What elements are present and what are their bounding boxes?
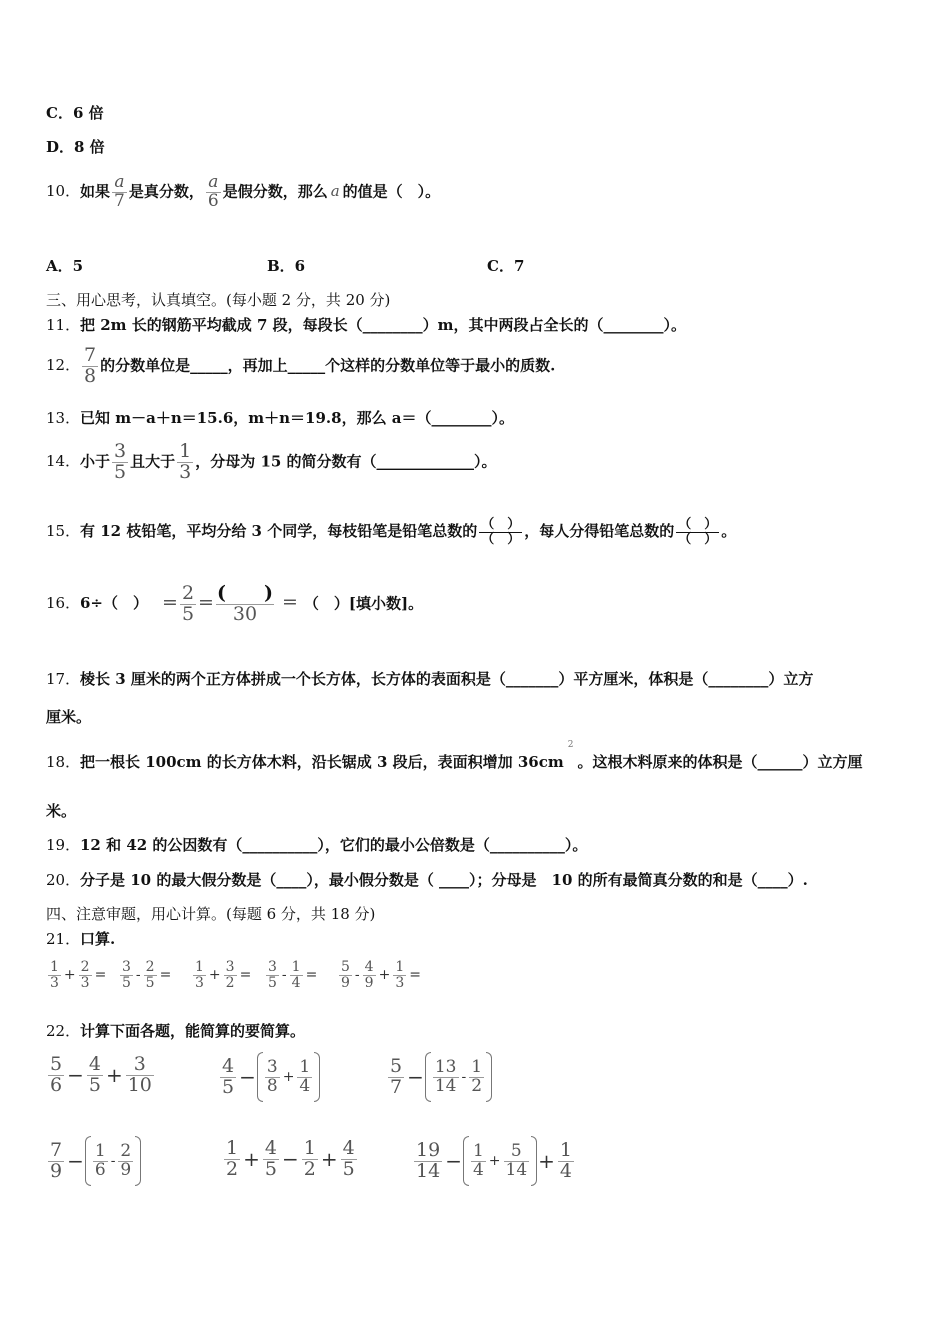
fraction: [263, 1139, 279, 1180]
text: （ ）: [678, 531, 718, 547]
text: 14: [416, 1159, 441, 1182]
fraction: [193, 960, 206, 990]
fraction: [339, 960, 352, 990]
text: -: [461, 1069, 467, 1085]
text: 5: [264, 1157, 277, 1180]
text: （ ）: [481, 531, 521, 547]
text: （ ）: [481, 517, 521, 532]
text: 19: [416, 1138, 441, 1161]
text: −: [445, 1149, 462, 1173]
text: 15．: [46, 522, 81, 541]
text: =: [159, 967, 172, 984]
text: 17．: [46, 670, 81, 688]
question-18: [46, 740, 863, 772]
text: 1: [195, 959, 204, 975]
text: 4: [472, 1159, 484, 1180]
text: 已知 m－a＋n＝15.6，m＋n＝19.8，那么 a＝（________）。: [80, 409, 515, 427]
text: =: [409, 967, 421, 984]
text: 2: [145, 959, 155, 975]
text: 是真分数，: [128, 182, 204, 201]
text: 计算下面各题，能简算的要简算。: [80, 1022, 306, 1040]
text: 2: [471, 1075, 483, 1096]
fraction: [120, 960, 133, 990]
text: 6: [50, 1073, 63, 1096]
fraction: [206, 174, 221, 211]
text: 如果: [80, 182, 111, 201]
question-number: 10．: [46, 182, 81, 201]
calc-expr-2: [218, 1052, 320, 1102]
section-3-heading: 三、用心思考，认真填空。(每小题 2 分，共 20 分): [46, 291, 391, 309]
calc-expr-3: [386, 1052, 492, 1102]
question-10: [46, 174, 440, 211]
fraction: [112, 174, 127, 211]
text: 19．: [46, 836, 81, 854]
text: 2: [181, 582, 195, 604]
question-15: [46, 518, 736, 546]
question-16: [46, 584, 423, 625]
text: 10: [127, 1073, 152, 1096]
fraction: [363, 960, 376, 990]
text: 4: [342, 1137, 355, 1159]
text: -: [110, 1153, 116, 1169]
fraction: [180, 584, 196, 625]
text: −: [407, 1065, 424, 1089]
text: 1: [303, 1137, 316, 1159]
text: 18．: [46, 753, 81, 771]
fraction: [79, 960, 92, 990]
text: a: [114, 172, 125, 192]
parenthesis: [314, 1052, 320, 1102]
text: 5: [510, 1140, 522, 1161]
text: 5: [122, 974, 131, 991]
calc-expr-6: [412, 1136, 576, 1186]
fraction: [224, 1139, 240, 1180]
text: 13．: [46, 409, 81, 427]
text: =: [94, 967, 107, 984]
fraction: [297, 1056, 312, 1096]
calc-expr-4: [46, 1136, 141, 1186]
option-b: B．6: [267, 257, 306, 275]
text: 把一根长 100cm 的长方体木料，沿长锯成 3 段后，表面积增加 36cm: [80, 753, 564, 771]
text: 9: [50, 1159, 63, 1182]
text: ，分母为 15 的简分数有（_____________）。: [195, 452, 497, 471]
fraction: [48, 1138, 64, 1182]
text: 4: [291, 974, 301, 991]
text: 8: [84, 364, 97, 387]
text: 2: [225, 974, 235, 991]
text: 1: [179, 440, 192, 462]
choice-d: D．8 倍: [46, 138, 105, 156]
text: 4: [559, 1159, 573, 1182]
text: 3: [268, 959, 277, 975]
text: −: [239, 1065, 256, 1089]
text: 7: [50, 1138, 63, 1161]
text: 7: [114, 190, 125, 211]
text: 5: [390, 1054, 403, 1077]
fraction: [112, 442, 128, 483]
question-14: [46, 442, 497, 483]
choice-c: C．6 倍: [46, 104, 104, 122]
text: 6: [94, 1159, 106, 1180]
fraction: [414, 1138, 442, 1182]
text: 是假分数，那么: [222, 182, 328, 201]
text: 且大于: [130, 452, 176, 471]
question-11: [46, 314, 686, 335]
text: 把 2m 长的钢筋平均截成 7 段，每段长（________）m，其中两段占全长的（________）。: [80, 316, 687, 334]
text: 5: [268, 974, 277, 991]
question-18-cont: 米。: [46, 802, 77, 820]
text: 4: [222, 1054, 235, 1077]
parenthesis-group: [257, 1052, 320, 1102]
parenthesis: [85, 1136, 91, 1186]
parenthesis-group: [425, 1052, 492, 1102]
text: 3: [395, 974, 405, 991]
text: 9: [341, 974, 350, 991]
fraction: [469, 1056, 484, 1096]
question-19: [46, 834, 587, 855]
text: 5: [341, 959, 350, 975]
text: -: [354, 967, 360, 984]
calc-expr-1: [46, 1055, 156, 1096]
text: =: [162, 591, 178, 614]
text: 13: [434, 1056, 457, 1077]
text: 3: [195, 974, 204, 991]
text: 8: [266, 1075, 278, 1096]
text: 3: [80, 974, 90, 991]
fraction: [388, 1054, 404, 1098]
text: 1: [50, 959, 59, 975]
superscript: 2: [567, 740, 574, 750]
text: +: [105, 1063, 123, 1088]
text: 5: [181, 602, 195, 625]
text: 1: [291, 959, 301, 975]
fraction: [220, 1054, 236, 1098]
text: 2: [226, 1157, 239, 1180]
text: +: [378, 967, 391, 984]
fraction: [144, 960, 157, 990]
parenthesis: [135, 1136, 141, 1186]
text: +: [63, 967, 76, 984]
text: 口算.: [80, 930, 116, 948]
parenthesis-group: [463, 1136, 537, 1186]
fraction: [266, 960, 279, 990]
text: 4: [299, 1075, 311, 1096]
oral-calc-1: [46, 960, 107, 990]
text: =: [305, 967, 318, 984]
text: 4: [264, 1137, 277, 1159]
text: 3: [122, 959, 131, 975]
fraction: [177, 442, 193, 483]
text: 7: [390, 1075, 403, 1098]
text: 。这根木料原来的体积是（______）立方厘: [577, 753, 863, 771]
text: 的值是（ ）。: [342, 182, 441, 201]
text: 16．: [46, 594, 81, 613]
section-4-heading: 四、注意审题，用心计算。(每题 6 分，共 18 分): [46, 905, 376, 923]
text: 4: [364, 959, 374, 975]
parenthesis: [531, 1136, 537, 1186]
fraction: [265, 1056, 280, 1096]
fraction: [216, 584, 274, 625]
question-20: [46, 869, 808, 890]
fraction: [504, 1140, 530, 1180]
text: 1: [395, 959, 405, 975]
text: 的分数单位是_____，再加上_____个这样的分数单位等于最小的质数.: [100, 356, 556, 375]
blank-fraction[interactable]: [479, 518, 522, 546]
fraction: [118, 1140, 133, 1180]
fraction: [433, 1056, 459, 1096]
text: +: [243, 1147, 260, 1172]
text: 11．: [46, 316, 81, 334]
parenthesis-group: [85, 1136, 141, 1186]
text: 分子是 10 的最大假分数是（____），最小假分数是（ ____）；分母是 10 的所有最简真分数的和是（____）.: [80, 871, 808, 889]
text: +: [320, 1147, 338, 1172]
oral-calc-4: [264, 960, 318, 990]
text: =: [239, 967, 252, 984]
text: 1: [471, 1056, 483, 1077]
question-22: [46, 1020, 305, 1041]
fraction: [302, 1139, 318, 1180]
text: -: [135, 967, 141, 984]
text: 14: [434, 1075, 457, 1096]
option-a: A．5: [46, 257, 84, 275]
parenthesis: [486, 1052, 492, 1102]
text: 20．: [46, 871, 81, 889]
text: 7: [84, 344, 97, 366]
text: =: [281, 591, 298, 614]
text: +: [282, 1069, 295, 1085]
parenthesis: [463, 1136, 469, 1186]
text: −: [67, 1149, 84, 1173]
text: 1: [226, 1137, 239, 1159]
fraction: [341, 1139, 357, 1180]
parenthesis: [425, 1052, 431, 1102]
text: 14．: [46, 452, 81, 471]
text: 21．: [46, 930, 81, 948]
variable: a: [330, 182, 340, 201]
option-c: C．7: [487, 257, 525, 275]
fraction: [48, 960, 61, 990]
fraction: [558, 1138, 574, 1182]
oral-calc-2: [118, 960, 172, 990]
fraction: [93, 1140, 108, 1180]
text: 14: [505, 1159, 528, 1180]
text: 5: [145, 974, 155, 991]
fraction: [224, 960, 237, 990]
text: 1: [299, 1056, 311, 1077]
text: a: [208, 172, 219, 192]
text: 5: [88, 1073, 101, 1096]
text: 2: [303, 1157, 316, 1180]
fraction: [87, 1055, 103, 1096]
parenthesis: [257, 1052, 263, 1102]
fraction: [48, 1055, 64, 1096]
text: -: [281, 967, 287, 984]
oral-calc-3: [191, 960, 252, 990]
text: 9: [120, 1159, 132, 1180]
calc-expr-5: [222, 1139, 359, 1180]
text: 5: [342, 1157, 355, 1180]
text: 30: [232, 602, 258, 625]
text: −: [67, 1063, 84, 1088]
text: +: [208, 967, 221, 984]
question-12: [46, 346, 555, 387]
text: 4: [88, 1053, 101, 1075]
text: 。: [721, 522, 737, 541]
text: 小于: [80, 452, 111, 471]
text: −: [281, 1147, 299, 1172]
text: +: [538, 1149, 555, 1173]
fraction: [82, 346, 98, 387]
text: 1: [94, 1140, 106, 1161]
text: 3: [266, 1056, 278, 1077]
question-21: [46, 928, 115, 949]
text: 9: [364, 974, 374, 991]
text: ( ): [216, 582, 273, 604]
text: 棱长 3 厘米的两个正方体拼成一个长方体，长方体的表面积是（_______）平方厘米，体积是（________）立方: [80, 670, 814, 688]
text: +: [488, 1153, 501, 1169]
oral-calc-5: [337, 960, 422, 990]
text: 2: [120, 1140, 132, 1161]
text: 3: [50, 974, 59, 991]
blank-fraction[interactable]: [676, 518, 719, 546]
text: 1: [472, 1140, 484, 1161]
text: 12 和 42 的公因数有（__________），它们的最小公倍数是（__________）。: [80, 836, 588, 854]
text: 3: [225, 959, 235, 975]
fraction: [290, 960, 303, 990]
fraction: [393, 960, 406, 990]
text: 6: [207, 190, 219, 211]
question-17-cont: 厘米。: [46, 708, 92, 726]
text: 有 12 枝铅笔，平均分给 3 个同学，每枝铅笔是铅笔总数的: [80, 522, 478, 541]
text: 12．: [46, 356, 81, 375]
text: 1: [559, 1138, 573, 1161]
text: 6÷（ ）: [80, 594, 149, 613]
text: 22．: [46, 1022, 81, 1040]
text: ，每人分得铅笔总数的: [524, 522, 675, 541]
text: 5: [222, 1075, 235, 1098]
text: 3: [114, 440, 127, 462]
text: =: [198, 591, 214, 614]
text: 3: [179, 460, 192, 483]
text: 5: [114, 460, 127, 483]
question-13: [46, 407, 514, 428]
text: 2: [80, 959, 90, 975]
text: 5: [50, 1053, 63, 1075]
text: （ ）[填小数]。: [303, 594, 424, 613]
text: 3: [133, 1053, 146, 1075]
fraction: [471, 1140, 486, 1180]
text: （ ）: [678, 517, 718, 532]
question-17: [46, 668, 813, 689]
fraction: [126, 1055, 154, 1096]
